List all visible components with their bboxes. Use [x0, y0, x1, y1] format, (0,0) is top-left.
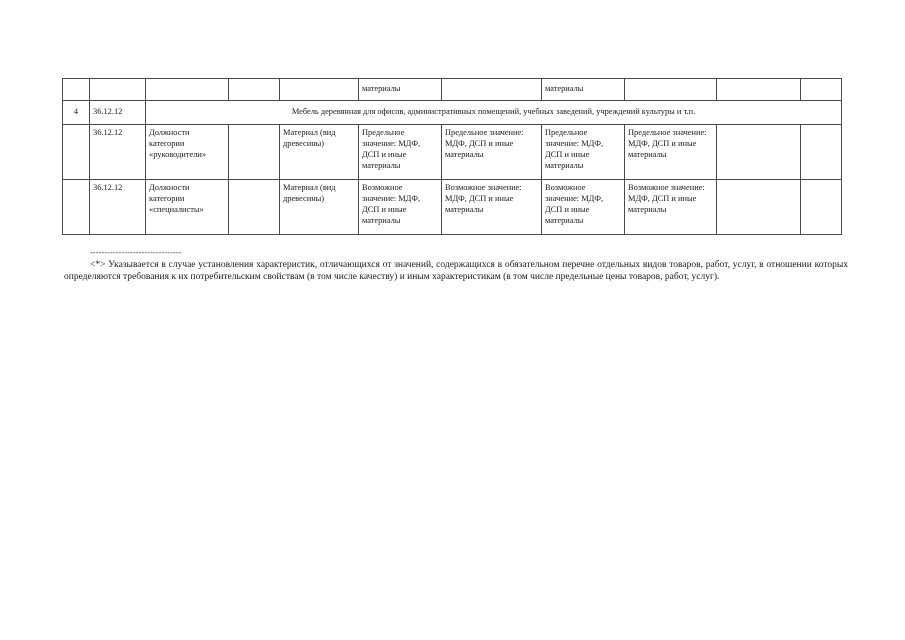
position-category: Должности категории «руководители» [146, 125, 229, 180]
characteristic-value: Возможное значение: МДФ, ДСП и иные материалы [542, 180, 625, 235]
group-title: Мебель деревянная для офисов, административных помещений, учебных заведений, учреждений культуры и т.п. [146, 101, 842, 125]
table-cell: материалы [359, 79, 442, 101]
characteristic-value: Возможное значение: МДФ, ДСП и иные материалы [442, 180, 542, 235]
okpd-code: 36.12.12 [90, 125, 146, 180]
characteristic-name: Материал (вид древесины) [280, 125, 359, 180]
table-cell [63, 125, 90, 180]
characteristic-value: Предельное значение: МДФ, ДСП и иные материалы [359, 125, 442, 180]
characteristic-value: Возможное значение: МДФ, ДСП и иные материалы [625, 180, 717, 235]
table-cell [63, 79, 90, 101]
table-cell [801, 180, 842, 235]
position-category: Должности категории «специалисты» [146, 180, 229, 235]
table-cell [63, 180, 90, 235]
table-cell [801, 79, 842, 101]
table-cell [229, 180, 280, 235]
characteristic-value: Предельное значение: МДФ, ДСП и иные материалы [442, 125, 542, 180]
table-cell [146, 79, 229, 101]
okpd-code: 36.12.12 [90, 180, 146, 235]
characteristic-value: Предельное значение: МДФ, ДСП и иные материалы [625, 125, 717, 180]
row-number: 4 [63, 101, 90, 125]
table-cell [625, 79, 717, 101]
table-cell [717, 125, 801, 180]
footnote-separator: -------------------------------- [90, 248, 182, 257]
table-cell [229, 125, 280, 180]
characteristic-value: Возможное значение: МДФ, ДСП и иные материалы [359, 180, 442, 235]
table-cell [717, 79, 801, 101]
characteristic-name: Материал (вид древесины) [280, 180, 359, 235]
table-cell [229, 79, 280, 101]
okpd-code: 36.12.12 [90, 101, 146, 125]
table-cell: материалы [542, 79, 625, 101]
table-cell [280, 79, 359, 101]
footnote-text: <*> Указывается в случае установления характеристик, отличающихся от значений, содержащихся в обязательном перечне отдельных видов товаров, работ, услуг, в отношении которых определяются требования к их потребительским свойствам (в том числе качеству) и иным характеристикам (в том числе предельные цены товаров, работ, услуг). [64, 260, 848, 282]
table-cell [717, 180, 801, 235]
table-cell [801, 125, 842, 180]
table-row [63, 180, 842, 235]
table-group-row [63, 101, 842, 125]
table-cell [90, 79, 146, 101]
table-cell [442, 79, 542, 101]
requirements-table [62, 78, 842, 235]
table-row [63, 79, 842, 101]
characteristic-value: Предельное значение: МДФ, ДСП и иные материалы [542, 125, 625, 180]
table-row [63, 125, 842, 180]
